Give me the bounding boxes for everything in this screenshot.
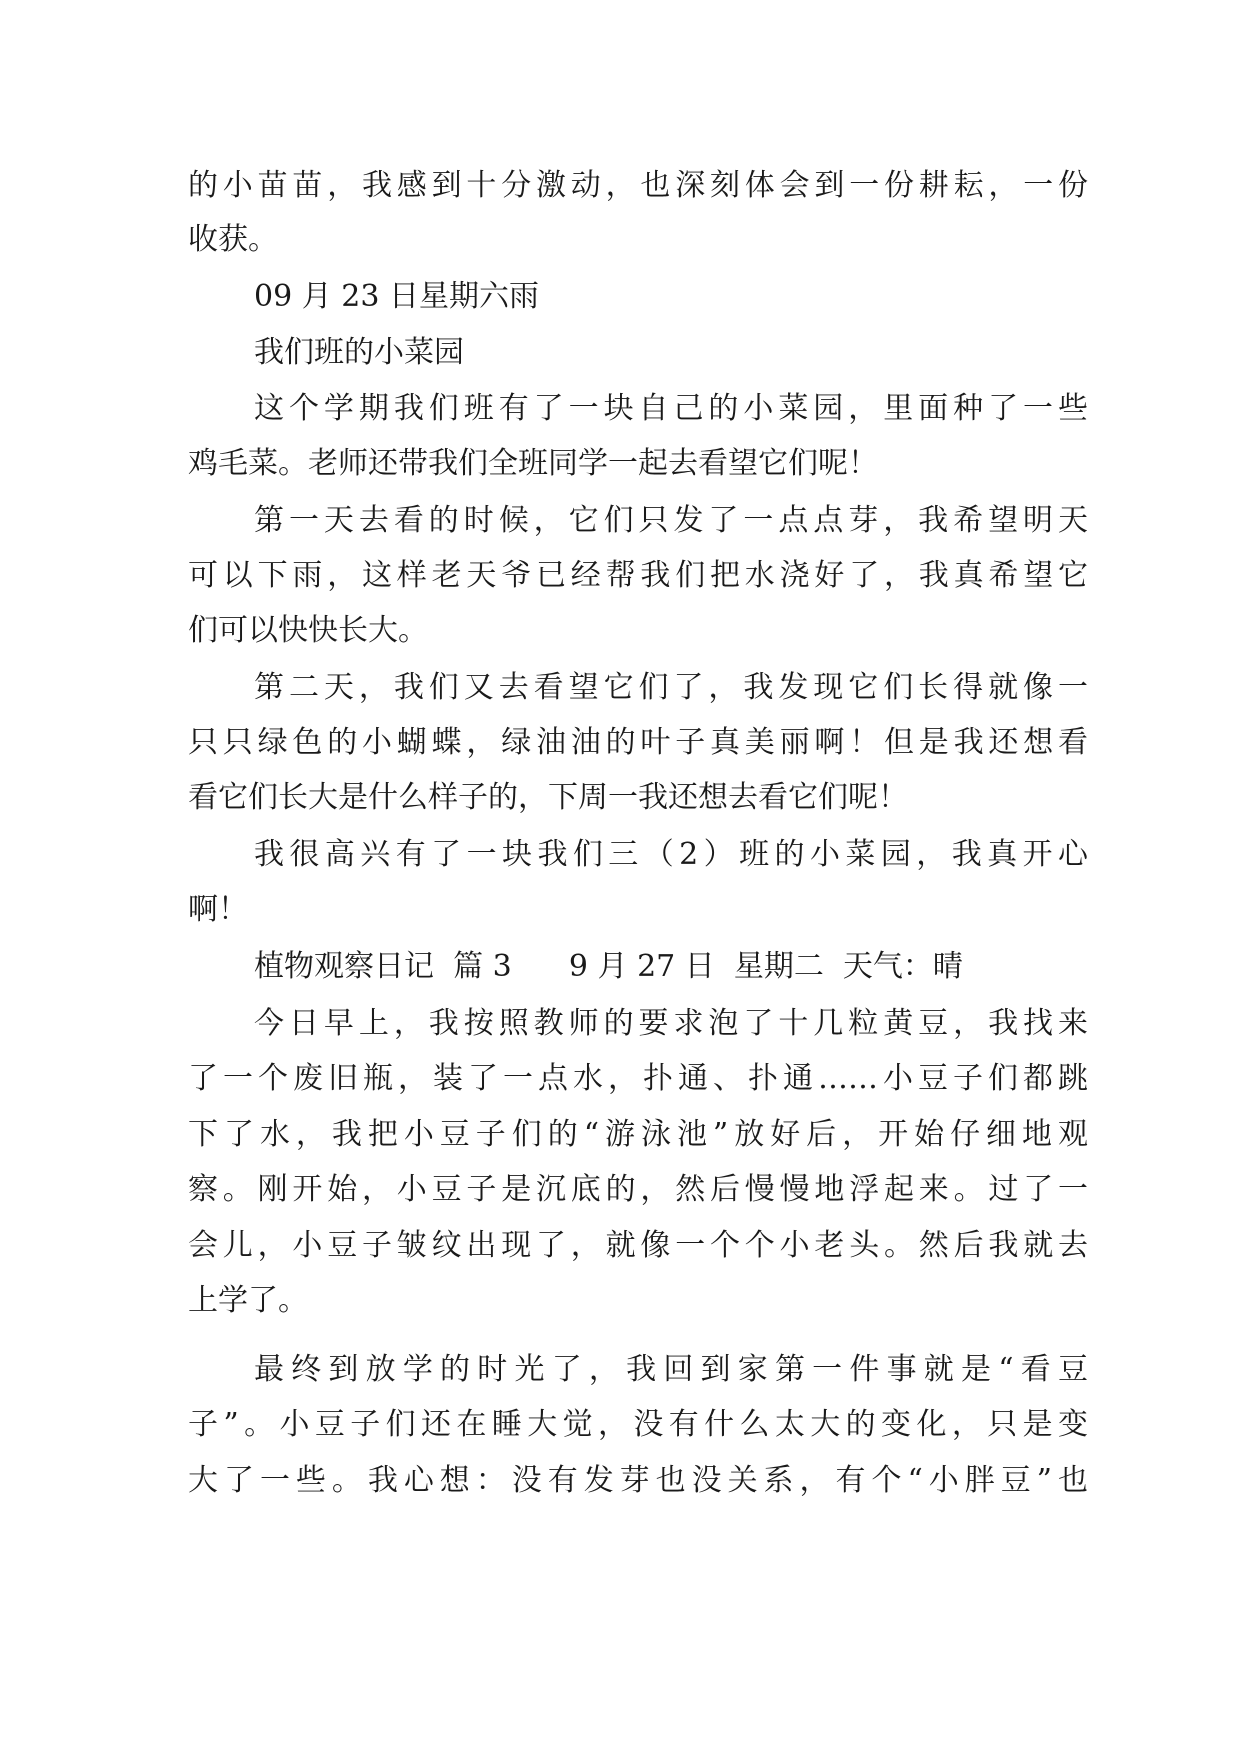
text-line: 的小苗苗，我感到十分激动，也深刻体会到一份耕耘，一份 — [188, 168, 1088, 203]
text-line: 今日早上，我按照教师的要求泡了十几粒黄豆，我找来 — [254, 1006, 1088, 1041]
diary-title: 我们班的小菜园 — [254, 335, 464, 370]
section-heading: 植物观察日记 篇 3 9 月 27 日 星期二 天气：晴 — [254, 949, 963, 984]
text-line: 啊！ — [188, 892, 248, 927]
text-line: 了一个废旧瓶，装了一点水，扑通、扑通……小豆子们都跳 — [188, 1061, 1088, 1096]
text-line: 收获。 — [188, 222, 278, 257]
text-line: 第二天，我们又去看望它们了，我发现它们长得就像一 — [254, 670, 1088, 705]
text-line: 察。刚开始，小豆子是沉底的，然后慢慢地浮起来。过了一 — [188, 1172, 1088, 1207]
diary-date: 09 月 23 日星期六雨 — [254, 279, 539, 314]
text-line: 我很高兴有了一块我们三（2）班的小菜园，我真开心 — [254, 837, 1088, 872]
text-line: 只只绿色的小蝴蝶，绿油油的叶子真美丽啊！但是我还想看 — [188, 725, 1088, 760]
text-line: 第一天去看的时候，它们只发了一点点芽，我希望明天 — [254, 503, 1088, 538]
text-line: 大了一些。我心想：没有发芽也没关系，有个“小胖豆”也 — [188, 1463, 1088, 1498]
text-line: 子”。小豆子们还在睡大觉，没有什么太大的变化，只是变 — [188, 1407, 1088, 1442]
text-line: 上学了。 — [188, 1283, 308, 1318]
text-line: 这个学期我们班有了一块自己的小菜园，里面种了一些 — [254, 391, 1088, 426]
text-line: 鸡毛菜。老师还带我们全班同学一起去看望它们呢！ — [188, 446, 878, 481]
text-line: 会儿，小豆子皱纹出现了，就像一个个小老头。然后我就去 — [188, 1228, 1088, 1263]
text-line: 下了水，我把小豆子们的“游泳池”放好后，开始仔细地观 — [188, 1117, 1088, 1152]
text-line: 看它们长大是什么样子的，下周一我还想去看它们呢！ — [188, 780, 908, 815]
text-line: 最终到放学的时光了，我回到家第一件事就是“看豆 — [254, 1352, 1088, 1387]
text-line: 们可以快快长大。 — [188, 613, 428, 648]
text-line: 可以下雨，这样老天爷已经帮我们把水浇好了，我真希望它 — [188, 558, 1088, 593]
